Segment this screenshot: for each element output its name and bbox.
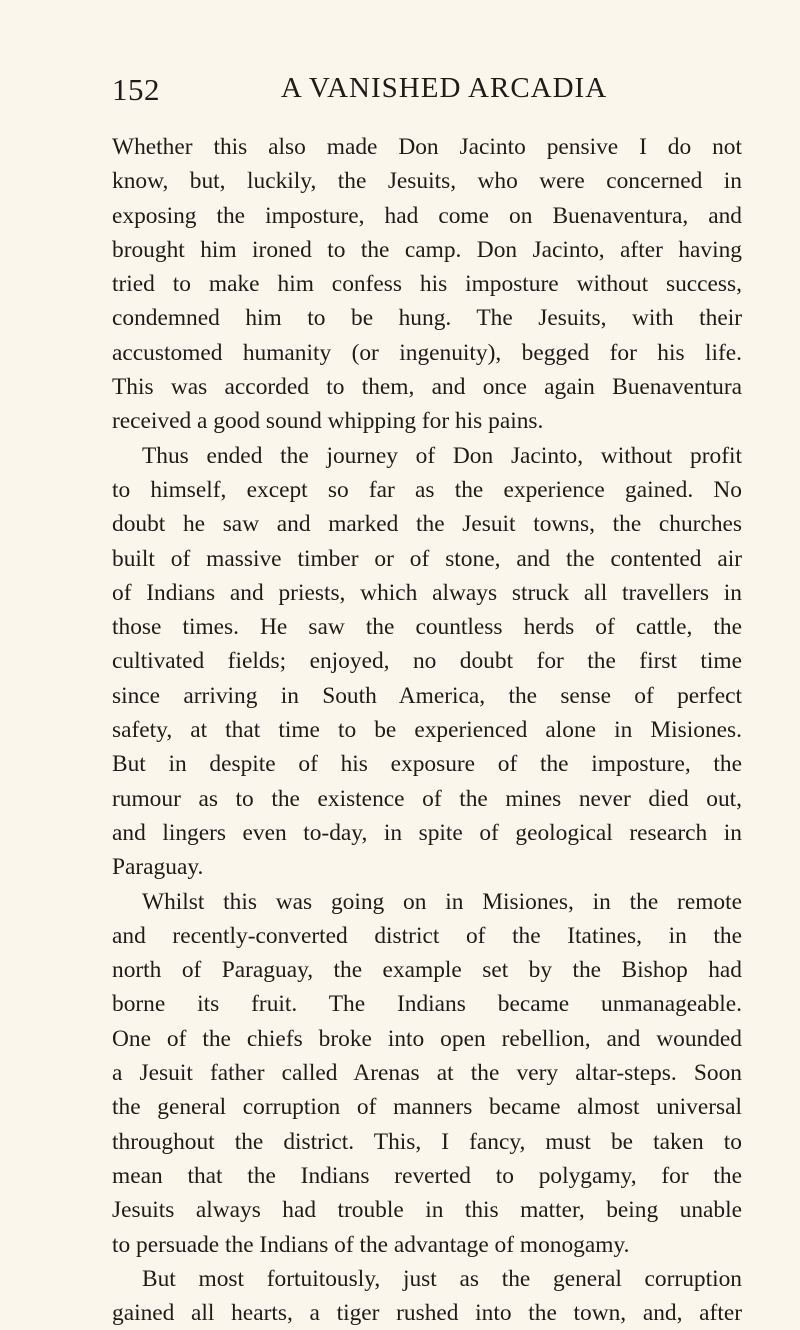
text-line: built of massive timber or of stone, and the contented air xyxy=(112,545,742,572)
text-line: tried to make him confess his imposture without success, xyxy=(112,271,742,298)
text-line: One of the chiefs broke into open rebellion, and wounded xyxy=(112,1025,742,1052)
text-line: throughout the district. This, I fancy, must be taken to xyxy=(112,1128,742,1155)
text-line: since arriving in South America, the sense of perfect xyxy=(112,682,742,709)
text-line: know, but, luckily, the Jesuits, who were concerned in xyxy=(112,168,742,195)
text-line: Whilst this was going on in Misiones, in the remote xyxy=(142,888,742,915)
text-line: those times. He saw the countless herds of cattle, the xyxy=(112,614,742,641)
text-line: gained all hearts, a tiger rushed into the town, and, after xyxy=(112,1300,742,1327)
text-line: exposing the imposture, had come on Buenaventura, and xyxy=(112,202,742,229)
text-line: north of Paraguay, the example set by the Bishop had xyxy=(112,957,742,984)
text-line: accustomed humanity (or ingenuity), begged for his life. xyxy=(112,339,742,366)
text-line: But most fortuitously, just as the general corruption xyxy=(142,1265,742,1292)
text-line: of Indians and priests, which always struck all travellers in xyxy=(112,579,742,606)
text-line: a Jesuit father called Arenas at the very altar-steps. Soon xyxy=(112,1060,742,1087)
text-line: doubt he saw and marked the Jesuit towns, the churches xyxy=(112,511,742,538)
running-head xyxy=(112,72,748,112)
text-line: Thus ended the journey of Don Jacinto, without profit xyxy=(142,442,742,469)
text-line: Jesuits always had trouble in this matter, being unable xyxy=(112,1197,742,1224)
body-text xyxy=(112,130,742,1330)
text-line: Paraguay. xyxy=(112,854,204,881)
running-title: A VANISHED ARCADIA xyxy=(280,72,608,104)
text-line: But in despite of his exposure of the imposture, the xyxy=(112,751,742,778)
text-line: and lingers even to-day, in spite of geological research in xyxy=(112,819,742,846)
text-line: safety, at that time to be experienced alone in Misiones. xyxy=(112,717,742,744)
text-line: received a good sound whipping for his pains. xyxy=(112,408,544,435)
text-line: Whether this also made Don Jacinto pensive I do not xyxy=(112,134,742,160)
text-line: condemned him to be hung. The Jesuits, with their xyxy=(112,305,742,332)
text-line: brought him ironed to the camp. Don Jacinto, after having xyxy=(112,236,742,263)
text-line: rumour as to the existence of the mines never died out, xyxy=(112,785,742,812)
text-line: to himself, except so far as the experience gained. No xyxy=(112,476,742,503)
text-line: mean that the Indians reverted to polygamy, for the xyxy=(112,1162,742,1189)
text-line: and recently-converted district of the Itatines, in the xyxy=(112,922,742,949)
text-line: the general corruption of manners became almost universal xyxy=(112,1094,742,1121)
text-line: to persuade the Indians of the advantage of monogamy. xyxy=(112,1231,630,1258)
page-number: 152 xyxy=(112,72,160,107)
text-line: This was accorded to them, and once again Buenaventura xyxy=(112,374,742,401)
text-line: borne its fruit. The Indians became unmanageable. xyxy=(112,991,742,1018)
text-line: cultivated fields; enjoyed, no doubt for the first time xyxy=(112,648,742,675)
